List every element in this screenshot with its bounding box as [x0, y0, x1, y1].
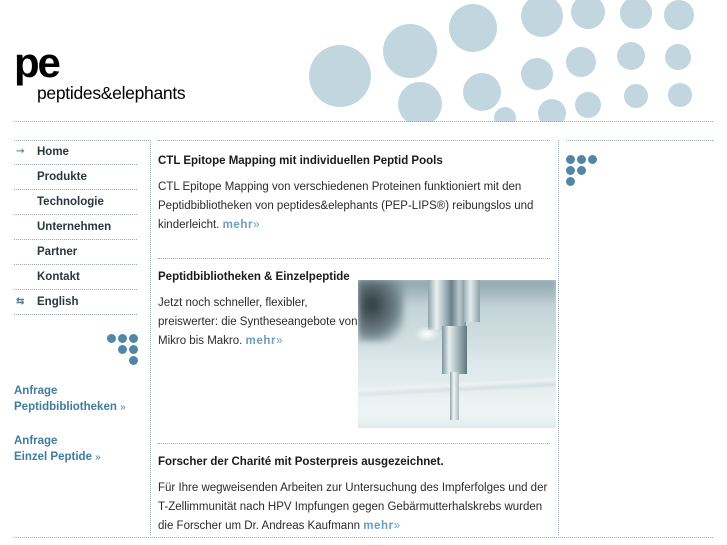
main-navigation [14, 140, 137, 315]
site-header [0, 0, 727, 122]
decorative-dot [129, 356, 138, 365]
sidebar-item-label: Kontakt [37, 271, 80, 283]
header-divider [14, 121, 713, 122]
header-circle [624, 84, 648, 108]
logo-mark: pe [14, 39, 59, 86]
chevron-icon: » [120, 402, 126, 413]
link-line-1: Anfrage [14, 435, 58, 447]
logo-wordmark: peptides&elephants [37, 83, 186, 103]
decorative-dot [118, 345, 127, 354]
sidebar-item-produkte[interactable] [14, 165, 137, 190]
sidebar-item-label: English [37, 296, 79, 308]
decorative-dot [566, 177, 575, 186]
spacer [158, 235, 550, 258]
more-link[interactable] [246, 335, 283, 347]
sidebar-item-label: Home [37, 146, 69, 158]
main-content [158, 145, 550, 536]
header-circle [668, 83, 692, 107]
header-circle [575, 92, 601, 118]
decorative-dot [118, 334, 127, 343]
link-anfrage-peptidbibliotheken[interactable] [14, 383, 144, 416]
header-circle [521, 58, 553, 90]
news-block-2-text [158, 270, 358, 351]
sidebar-item-english[interactable] [14, 290, 137, 315]
news-block-3 [158, 444, 550, 536]
header-circle [664, 0, 694, 30]
decorative-dot [566, 155, 575, 164]
sidebar-item-kontakt[interactable] [14, 265, 137, 290]
sidebar-item-label: Partner [37, 246, 78, 258]
chevron-icon: » [95, 452, 101, 463]
more-link[interactable] [363, 520, 400, 532]
footer-divider [14, 537, 713, 538]
chevron-icon: » [253, 219, 260, 231]
header-circle [620, 0, 652, 29]
more-link-label: mehr [222, 219, 254, 231]
spacer [14, 416, 144, 433]
news-title: Peptidbibliotheken & Einzelpeptide [158, 271, 350, 283]
sidebar-item-label: Technologie [37, 196, 104, 208]
sidebar-item-home[interactable] [14, 140, 137, 165]
news-title: Forscher der Charité mit Posterpreis ausgezeichnet. [158, 456, 444, 468]
arrow-right-icon: ⇾ [16, 146, 25, 157]
decorative-dot [129, 334, 138, 343]
header-circle [538, 99, 566, 122]
decorative-dot [129, 345, 138, 354]
link-anfrage-einzel-peptide[interactable] [14, 433, 144, 466]
header-circle [463, 73, 501, 111]
left-sidebar [0, 140, 150, 535]
left-column-divider [150, 140, 151, 535]
photo-layer-dispenser-rod [464, 280, 480, 322]
news-body [158, 294, 358, 351]
more-link[interactable] [223, 219, 260, 231]
news-body [158, 178, 550, 235]
news-block-1 [158, 145, 550, 258]
photo-layer-dispenser-body [428, 280, 466, 330]
sidebar-item-technologie[interactable] [14, 190, 137, 215]
header-circle [617, 42, 645, 70]
language-switch-icon: ⇆ [16, 296, 25, 307]
photo-layer-left-shadow [358, 280, 404, 342]
product-photo [358, 280, 556, 428]
sidebar-item-label: Produkte [37, 171, 87, 183]
link-line-1: Anfrage [14, 385, 58, 397]
news-body-text: CTL Epitope Mapping von verschiedenen Proteinen funktioniert mit den Peptidbibliotheken von peptides&elephants (PEP-LIPS®) reibungslos und kinderleicht. [158, 181, 534, 231]
sidebar-item-unternehmen[interactable] [14, 215, 137, 240]
news-block-2 [158, 259, 550, 443]
decorative-dot [107, 334, 116, 343]
dot-grid-decoration-right [566, 155, 598, 187]
header-circle [566, 47, 596, 77]
header-circle [494, 107, 516, 122]
decorative-dot [588, 155, 597, 164]
site-logo[interactable] [14, 39, 186, 103]
dot-grid-decoration-left [107, 334, 139, 366]
header-circle [449, 4, 497, 52]
more-link-label: mehr [245, 335, 277, 347]
sidebar-item-label: Unternehmen [37, 221, 112, 233]
decorative-dot [566, 166, 575, 175]
header-circle [521, 0, 563, 37]
news-body [158, 479, 550, 536]
news-title: CTL Epitope Mapping mit individuellen Peptid Pools [158, 155, 443, 167]
content-top-rule-center [158, 140, 550, 141]
sidebar-enquiry-links [14, 383, 144, 466]
photo-layer-dispenser-tip [450, 372, 459, 420]
photo-layer-highlight [414, 326, 440, 342]
header-circle [309, 45, 371, 107]
sidebar-item-partner[interactable] [14, 240, 137, 265]
chevron-icon: » [393, 520, 401, 532]
decorative-dot [577, 155, 586, 164]
chevron-icon: » [276, 335, 283, 347]
right-sidebar [559, 140, 727, 535]
header-circle [383, 24, 437, 78]
photo-layer-dispenser-mid [442, 326, 467, 374]
news-body-text: Jetzt noch schneller, flexibler, preiswerter: die Syntheseangebote von Mikro bis Makro. [158, 297, 358, 347]
header-circle [571, 0, 605, 29]
link-line-2: Peptidbibliotheken [14, 401, 117, 413]
news-body-text: Für Ihre wegweisenden Arbeiten zur Untersuchung des Impferfolges und der T-Zellimmunität nach HPV Impfungen gegen Gebärmutterhalskrebs wurden die Forscher um Dr. Andreas Kaufmann [158, 482, 548, 532]
header-circle [398, 82, 442, 122]
decorative-dot [577, 166, 586, 175]
header-circle [665, 44, 691, 70]
more-link-label: mehr [363, 520, 394, 532]
link-line-2: Einzel Peptide [14, 451, 92, 463]
